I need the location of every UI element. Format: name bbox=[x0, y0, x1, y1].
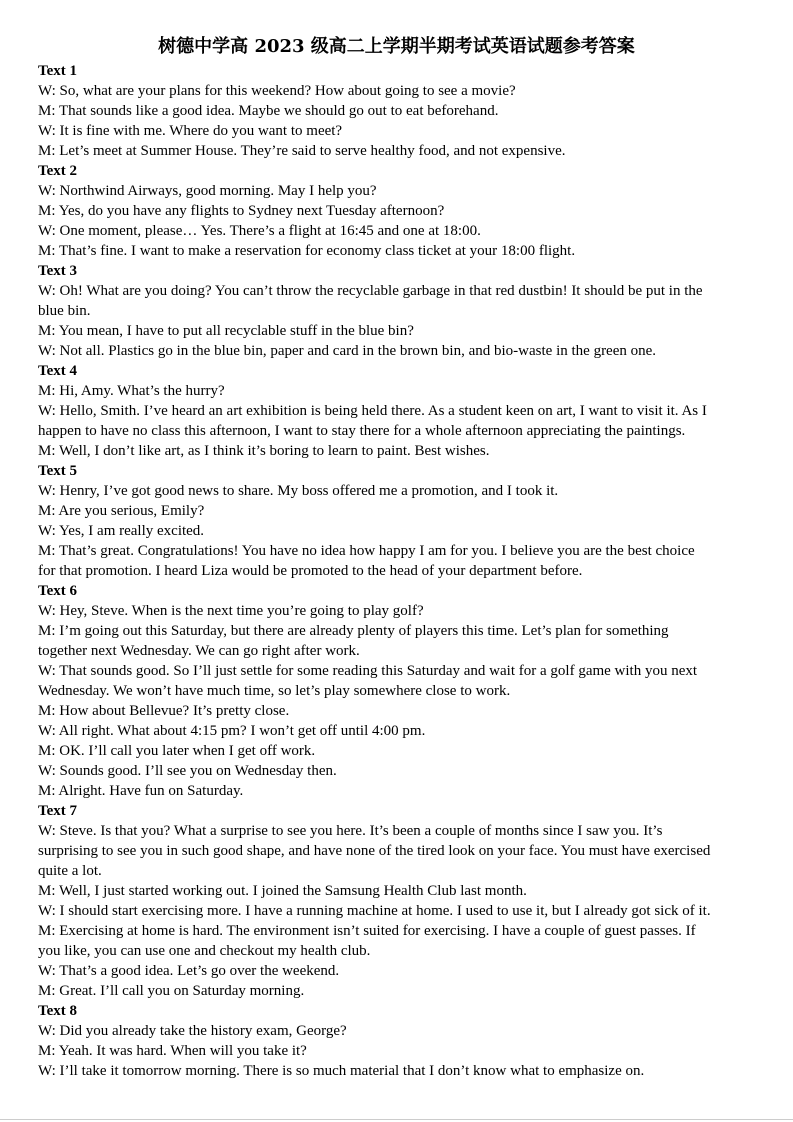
dialogue-line: W: It is fine with me. Where do you want to meet? bbox=[38, 123, 343, 139]
dialogue-line: W: I should start exercising more. I have a running machine at home. I used to use it, but I already got sick of it. bbox=[38, 903, 711, 919]
dialogue-line: W: Oh! What are you doing? You can’t throw the recyclable garbage in that red dustbin! It should be put in the bbox=[38, 283, 703, 299]
section-label: Text 7 bbox=[38, 803, 78, 819]
dialogue-line: M: Yeah. It was hard. When will you take it? bbox=[38, 1043, 307, 1059]
dialogue-line: you like, you can use one and checkout my health club. bbox=[38, 943, 371, 959]
dialogue-line: M: That’s great. Congratulations! You have no idea how happy I am for you. I believe you are the best choice bbox=[38, 543, 695, 559]
dialogue-line: happen to have no class this afternoon, I want to stay there for a whole afternoon appreciating the paintings. bbox=[38, 423, 686, 439]
dialogue-line: W: Henry, I’ve got good news to share. My boss offered me a promotion, and I took it. bbox=[38, 483, 559, 499]
answer-document bbox=[38, 34, 755, 1081]
dialogue-section bbox=[38, 461, 755, 581]
dialogue-line: W: That sounds good. So I’ll just settle for some reading this Saturday and wait for a golf game with you next bbox=[38, 663, 698, 679]
dialogue-line: M: Alright. Have fun on Saturday. bbox=[38, 783, 244, 799]
dialogue-line: M: Hi, Amy. What’s the hurry? bbox=[38, 383, 225, 399]
dialogue-line: M: Exercising at home is hard. The environment isn’t suited for exercising. I have a couple of guest passes. If bbox=[38, 923, 696, 939]
dialogue-line: W: One moment, please… Yes. There’s a flight at 16:45 and one at 18:00. bbox=[38, 223, 481, 239]
dialogue-section bbox=[38, 1001, 755, 1081]
dialogue-section bbox=[38, 61, 755, 161]
section-label: Text 3 bbox=[38, 263, 78, 279]
section-label: Text 8 bbox=[38, 1003, 78, 1019]
page-bottom-rule bbox=[0, 1119, 793, 1120]
dialogue-line: M: Yes, do you have any flights to Sydney next Tuesday afternoon? bbox=[38, 203, 445, 219]
section-label: Text 4 bbox=[38, 363, 78, 379]
dialogue-line: W: Yes, I am really excited. bbox=[38, 523, 205, 539]
dialogue-line: blue bin. bbox=[38, 303, 91, 319]
section-label: Text 1 bbox=[38, 63, 78, 79]
dialogue-line: M: Well, I don’t like art, as I think it’s boring to learn to paint. Best wishes. bbox=[38, 443, 490, 459]
dialogue-line: M: OK. I’ll call you later when I get off work. bbox=[38, 743, 316, 759]
dialogue-line: M: You mean, I have to put all recyclable stuff in the blue bin? bbox=[38, 323, 414, 339]
dialogue-line: W: Did you already take the history exam, George? bbox=[38, 1023, 347, 1039]
dialogue-line: M: I’m going out this Saturday, but there are already plenty of players this time. Let’s plan for something bbox=[38, 623, 669, 639]
dialogue-line: M: Well, I just started working out. I joined the Samsung Health Club last month. bbox=[38, 883, 527, 899]
dialogue-line: W: That’s a good idea. Let’s go over the weekend. bbox=[38, 963, 340, 979]
dialogue-line: W: Hey, Steve. When is the next time you’re going to play golf? bbox=[38, 603, 424, 619]
dialogue-section bbox=[38, 801, 755, 1001]
page-title: 树德中学高 2023 级高二上学期半期考试英语试题参考答案 bbox=[158, 36, 635, 57]
dialogue-sections bbox=[38, 61, 755, 1081]
dialogue-line: surprising to see you in such good shape, and have none of the tired look on your face. You must have exercised bbox=[38, 843, 711, 859]
dialogue-line: W: So, what are your plans for this weekend? How about going to see a movie? bbox=[38, 83, 516, 99]
section-label: Text 5 bbox=[38, 463, 78, 479]
dialogue-line: W: Not all. Plastics go in the blue bin, paper and card in the brown bin, and bio-waste in the green one. bbox=[38, 343, 657, 359]
dialogue-line: M: Great. I’ll call you on Saturday morning. bbox=[38, 983, 305, 999]
dialogue-line: M: How about Bellevue? It’s pretty close. bbox=[38, 703, 290, 719]
dialogue-line: M: Are you serious, Emily? bbox=[38, 503, 205, 519]
dialogue-section bbox=[38, 581, 755, 801]
dialogue-section bbox=[38, 261, 755, 361]
dialogue-line: W: Hello, Smith. I’ve heard an art exhibition is being held there. As a student keen on art, I want to visit it. As I bbox=[38, 403, 707, 419]
dialogue-line: W: Steve. Is that you? What a surprise to see you here. It’s been a couple of months since I saw you. It’s bbox=[38, 823, 663, 839]
dialogue-line: for that promotion. I heard Liza would be promoted to the head of your department before. bbox=[38, 563, 583, 579]
dialogue-section bbox=[38, 161, 755, 261]
dialogue-line: W: Sounds good. I’ll see you on Wednesday then. bbox=[38, 763, 337, 779]
dialogue-line: M: Let’s meet at Summer House. They’re said to serve healthy food, and not expensive. bbox=[38, 143, 566, 159]
dialogue-line: Wednesday. We won’t have much time, so let’s play somewhere close to work. bbox=[38, 683, 511, 699]
dialogue-section bbox=[38, 361, 755, 461]
dialogue-line: quite a lot. bbox=[38, 863, 102, 879]
dialogue-line: M: That sounds like a good idea. Maybe we should go out to eat beforehand. bbox=[38, 103, 499, 119]
dialogue-line: W: Northwind Airways, good morning. May I help you? bbox=[38, 183, 377, 199]
dialogue-line: M: That’s fine. I want to make a reservation for economy class ticket at your 18:00 flight. bbox=[38, 243, 576, 259]
dialogue-line: W: I’ll take it tomorrow morning. There is so much material that I don’t know what to emphasize on. bbox=[38, 1063, 645, 1079]
section-label: Text 2 bbox=[38, 163, 78, 179]
dialogue-line: together next Wednesday. We can go right after work. bbox=[38, 643, 360, 659]
dialogue-line: W: All right. What about 4:15 pm? I won’t get off until 4:00 pm. bbox=[38, 723, 426, 739]
section-label: Text 6 bbox=[38, 583, 78, 599]
